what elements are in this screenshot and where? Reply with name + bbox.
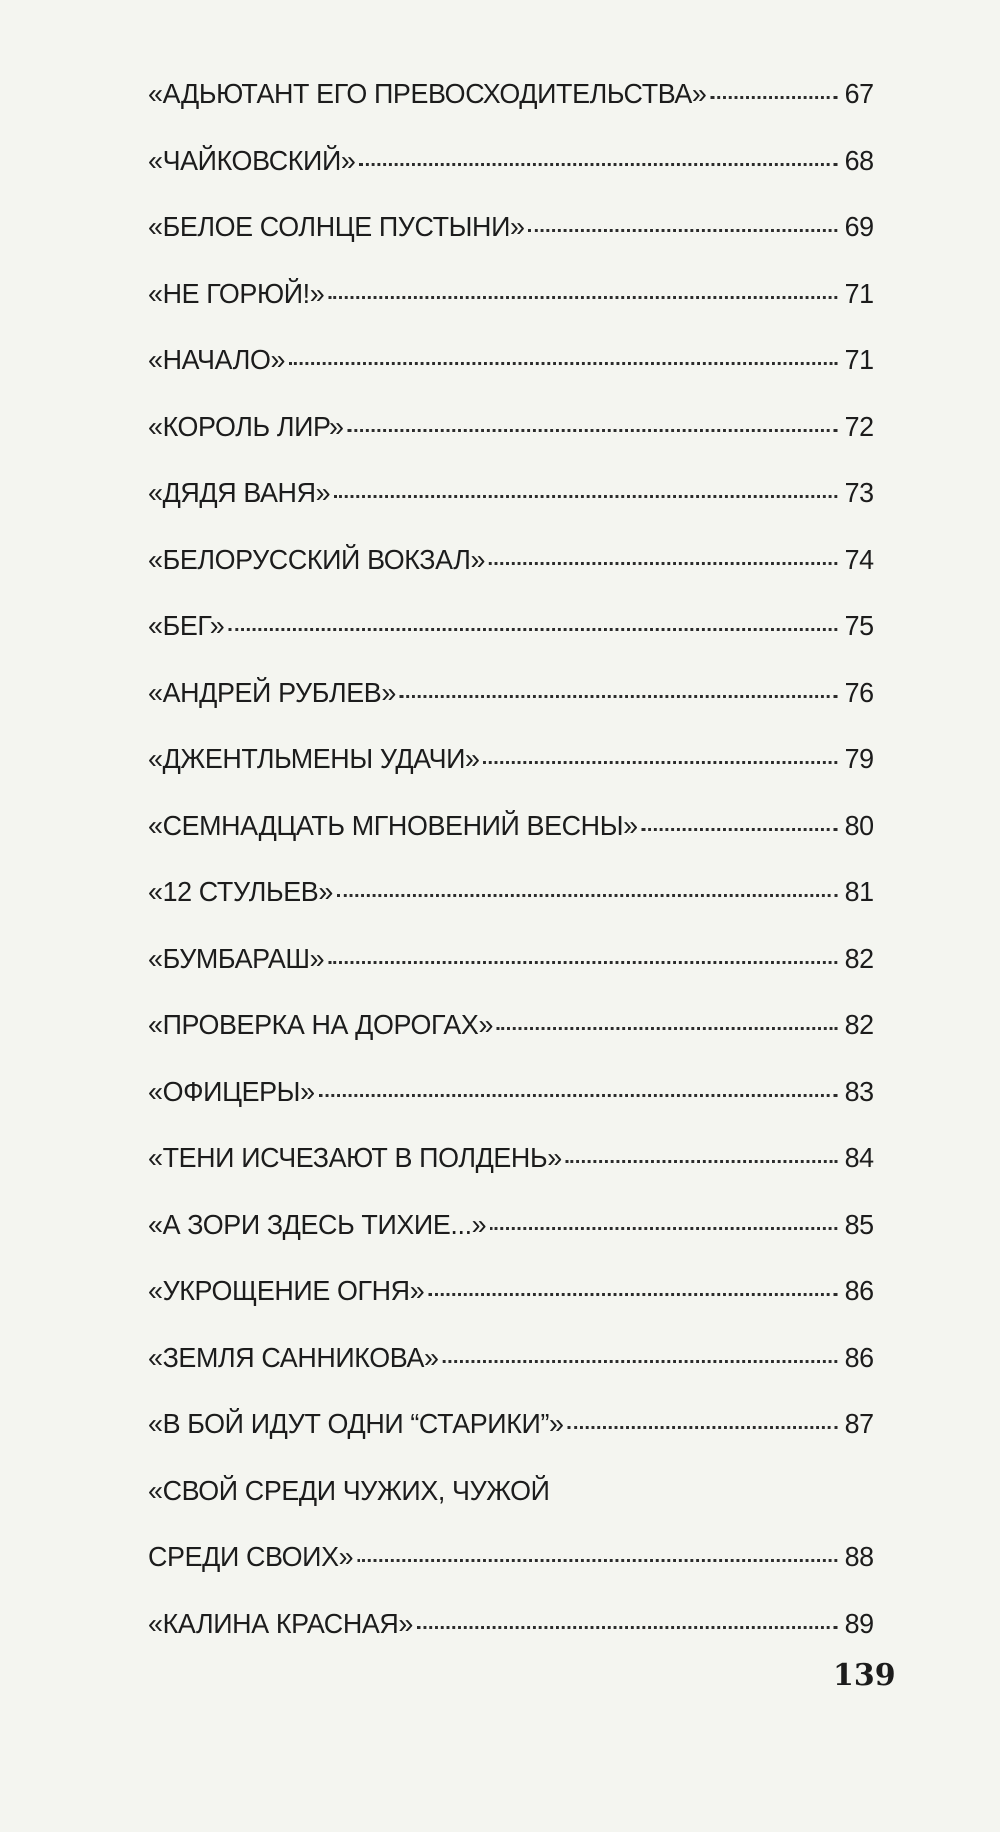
toc-entry-page: 87 <box>844 1408 874 1439</box>
toc-entry <box>148 1608 874 1675</box>
toc-entry-title: «БЕЛОРУССКИЙ ВОКЗАЛ» <box>148 543 486 575</box>
toc-entry-page: 81 <box>844 876 874 907</box>
toc-entry <box>148 1408 874 1475</box>
toc-entry <box>148 78 874 145</box>
toc-entry-title: «А ЗОРИ ЗДЕСЬ ТИХИЕ...» <box>148 1208 487 1240</box>
toc-entry-title: «ЗЕМЛЯ САННИКОВА» <box>148 1341 439 1373</box>
toc-entry-title: «12 СТУЛЬЕВ» <box>148 876 333 907</box>
toc-entry-title: «В БОЙ ИДУТ ОДНИ “СТАРИКИ”» <box>148 1408 564 1439</box>
toc-entry <box>148 344 874 411</box>
toc-entry-page: 74 <box>844 543 874 575</box>
dot-leader <box>334 495 837 498</box>
toc-entry <box>148 743 874 810</box>
dot-leader <box>566 1160 838 1163</box>
toc-entry-title: «НАЧАЛО» <box>148 344 286 375</box>
toc-entry <box>148 810 874 877</box>
toc-entry-title: «ПРОВЕРКА НА ДОРОГАХ» <box>148 1009 494 1040</box>
dot-leader <box>497 1027 837 1030</box>
dot-leader <box>328 961 837 964</box>
toc-entry <box>148 1142 874 1209</box>
toc-entry-title: «АДЬЮТАНТ ЕГО ПРЕВОСХОДИТЕЛЬСТВА» <box>148 78 707 109</box>
dot-leader <box>337 894 838 897</box>
dot-leader <box>442 1360 837 1363</box>
toc-entry-page: 88 <box>844 1541 874 1572</box>
toc-entry-page: 76 <box>844 676 874 708</box>
toc-entry-title-continued: СРЕДИ СВОИХ» <box>148 1541 354 1572</box>
toc-entry <box>148 477 874 544</box>
dot-leader <box>417 1626 837 1629</box>
dot-leader <box>328 296 837 299</box>
toc-entry <box>148 943 874 1010</box>
toc-entry-title: «КАЛИНА КРАСНАЯ» <box>148 1607 414 1639</box>
toc-entry-page: 83 <box>844 1075 874 1107</box>
toc-entry-page: 69 <box>844 211 874 242</box>
toc-entry <box>148 677 874 744</box>
toc-entry <box>148 1009 874 1076</box>
toc-entry <box>148 411 874 478</box>
dot-leader <box>400 695 838 698</box>
toc-entry <box>148 610 874 677</box>
toc-entry-page: 71 <box>844 344 874 375</box>
dot-leader <box>289 362 837 365</box>
toc-entry-title: «БЕЛОЕ СОЛНЦЕ ПУСТЫНИ» <box>148 211 525 242</box>
toc-entry <box>148 1076 874 1143</box>
dot-leader <box>642 828 838 831</box>
toc-entry <box>148 278 874 345</box>
toc-entry-page: 71 <box>844 277 874 309</box>
dot-leader <box>528 229 837 232</box>
toc-entry-title: «КОРОЛЬ ЛИР» <box>148 410 344 442</box>
toc-entry-title: «ОФИЦЕРЫ» <box>148 1075 315 1107</box>
toc-entry-page: 67 <box>844 78 874 109</box>
toc-entry-title: «ДЖЕНТЛЬМЕНЫ УДАЧИ» <box>148 743 480 774</box>
toc-entry-title: «ЧАЙКОВСКИЙ» <box>148 144 356 176</box>
toc-entry-title: «НЕ ГОРЮЙ!» <box>148 277 325 309</box>
toc-entry-title: «БУМБАРАШ» <box>148 942 325 974</box>
toc-entry-title: «СВОЙ СРЕДИ ЧУЖИХ, ЧУЖОЙ <box>148 1474 550 1506</box>
dot-leader <box>428 1293 837 1296</box>
toc-entry-title: «АНДРЕЙ РУБЛЕВ» <box>148 676 396 708</box>
dot-leader <box>490 1227 837 1230</box>
dot-leader <box>710 96 837 99</box>
toc-entry <box>148 1275 874 1342</box>
dot-leader <box>347 429 837 432</box>
toc-entry-line-1 <box>148 1475 874 1542</box>
table-of-contents <box>148 78 874 1674</box>
toc-entry-page: 85 <box>844 1208 874 1240</box>
toc-entry-page: 89 <box>844 1607 874 1639</box>
dot-leader <box>318 1094 837 1097</box>
toc-entry-title: «УКРОЩЕНИЕ ОГНЯ» <box>148 1275 425 1306</box>
toc-entry-page: 80 <box>844 809 874 841</box>
toc-entry-title: «БЕГ» <box>148 610 225 641</box>
dot-leader <box>359 163 837 166</box>
toc-entry-page: 86 <box>844 1341 874 1373</box>
toc-entry <box>148 211 874 278</box>
toc-entry-page: 86 <box>844 1275 874 1306</box>
toc-entry <box>148 876 874 943</box>
toc-entry-title: «ТЕНИ ИСЧЕЗАЮТ В ПОЛДЕНЬ» <box>148 1142 562 1173</box>
toc-entry <box>148 1342 874 1409</box>
toc-entry-page: 72 <box>844 410 874 442</box>
dot-leader <box>483 761 837 764</box>
dot-leader <box>357 1559 837 1562</box>
toc-entry <box>148 544 874 611</box>
toc-entry-page: 68 <box>844 144 874 176</box>
toc-entry-title: «ДЯДЯ ВАНЯ» <box>148 477 331 508</box>
toc-entry-page: 79 <box>844 743 874 774</box>
page-number: 139 <box>833 1658 896 1693</box>
dot-leader <box>489 562 837 565</box>
toc-entry <box>148 1475 874 1608</box>
toc-entry-line-2 <box>148 1541 874 1608</box>
toc-entry-page: 73 <box>844 477 874 508</box>
dot-leader <box>567 1426 837 1429</box>
toc-entry-page: 82 <box>844 1009 874 1040</box>
toc-entry-page: 82 <box>844 942 874 974</box>
toc-entry-title: «СЕМНАДЦАТЬ МГНОВЕНИЙ ВЕСНЫ» <box>148 809 638 841</box>
toc-entry-page: 75 <box>844 610 874 641</box>
toc-entry <box>148 145 874 212</box>
toc-entry <box>148 1209 874 1276</box>
toc-entry-page: 84 <box>844 1142 874 1173</box>
dot-leader <box>228 628 837 631</box>
